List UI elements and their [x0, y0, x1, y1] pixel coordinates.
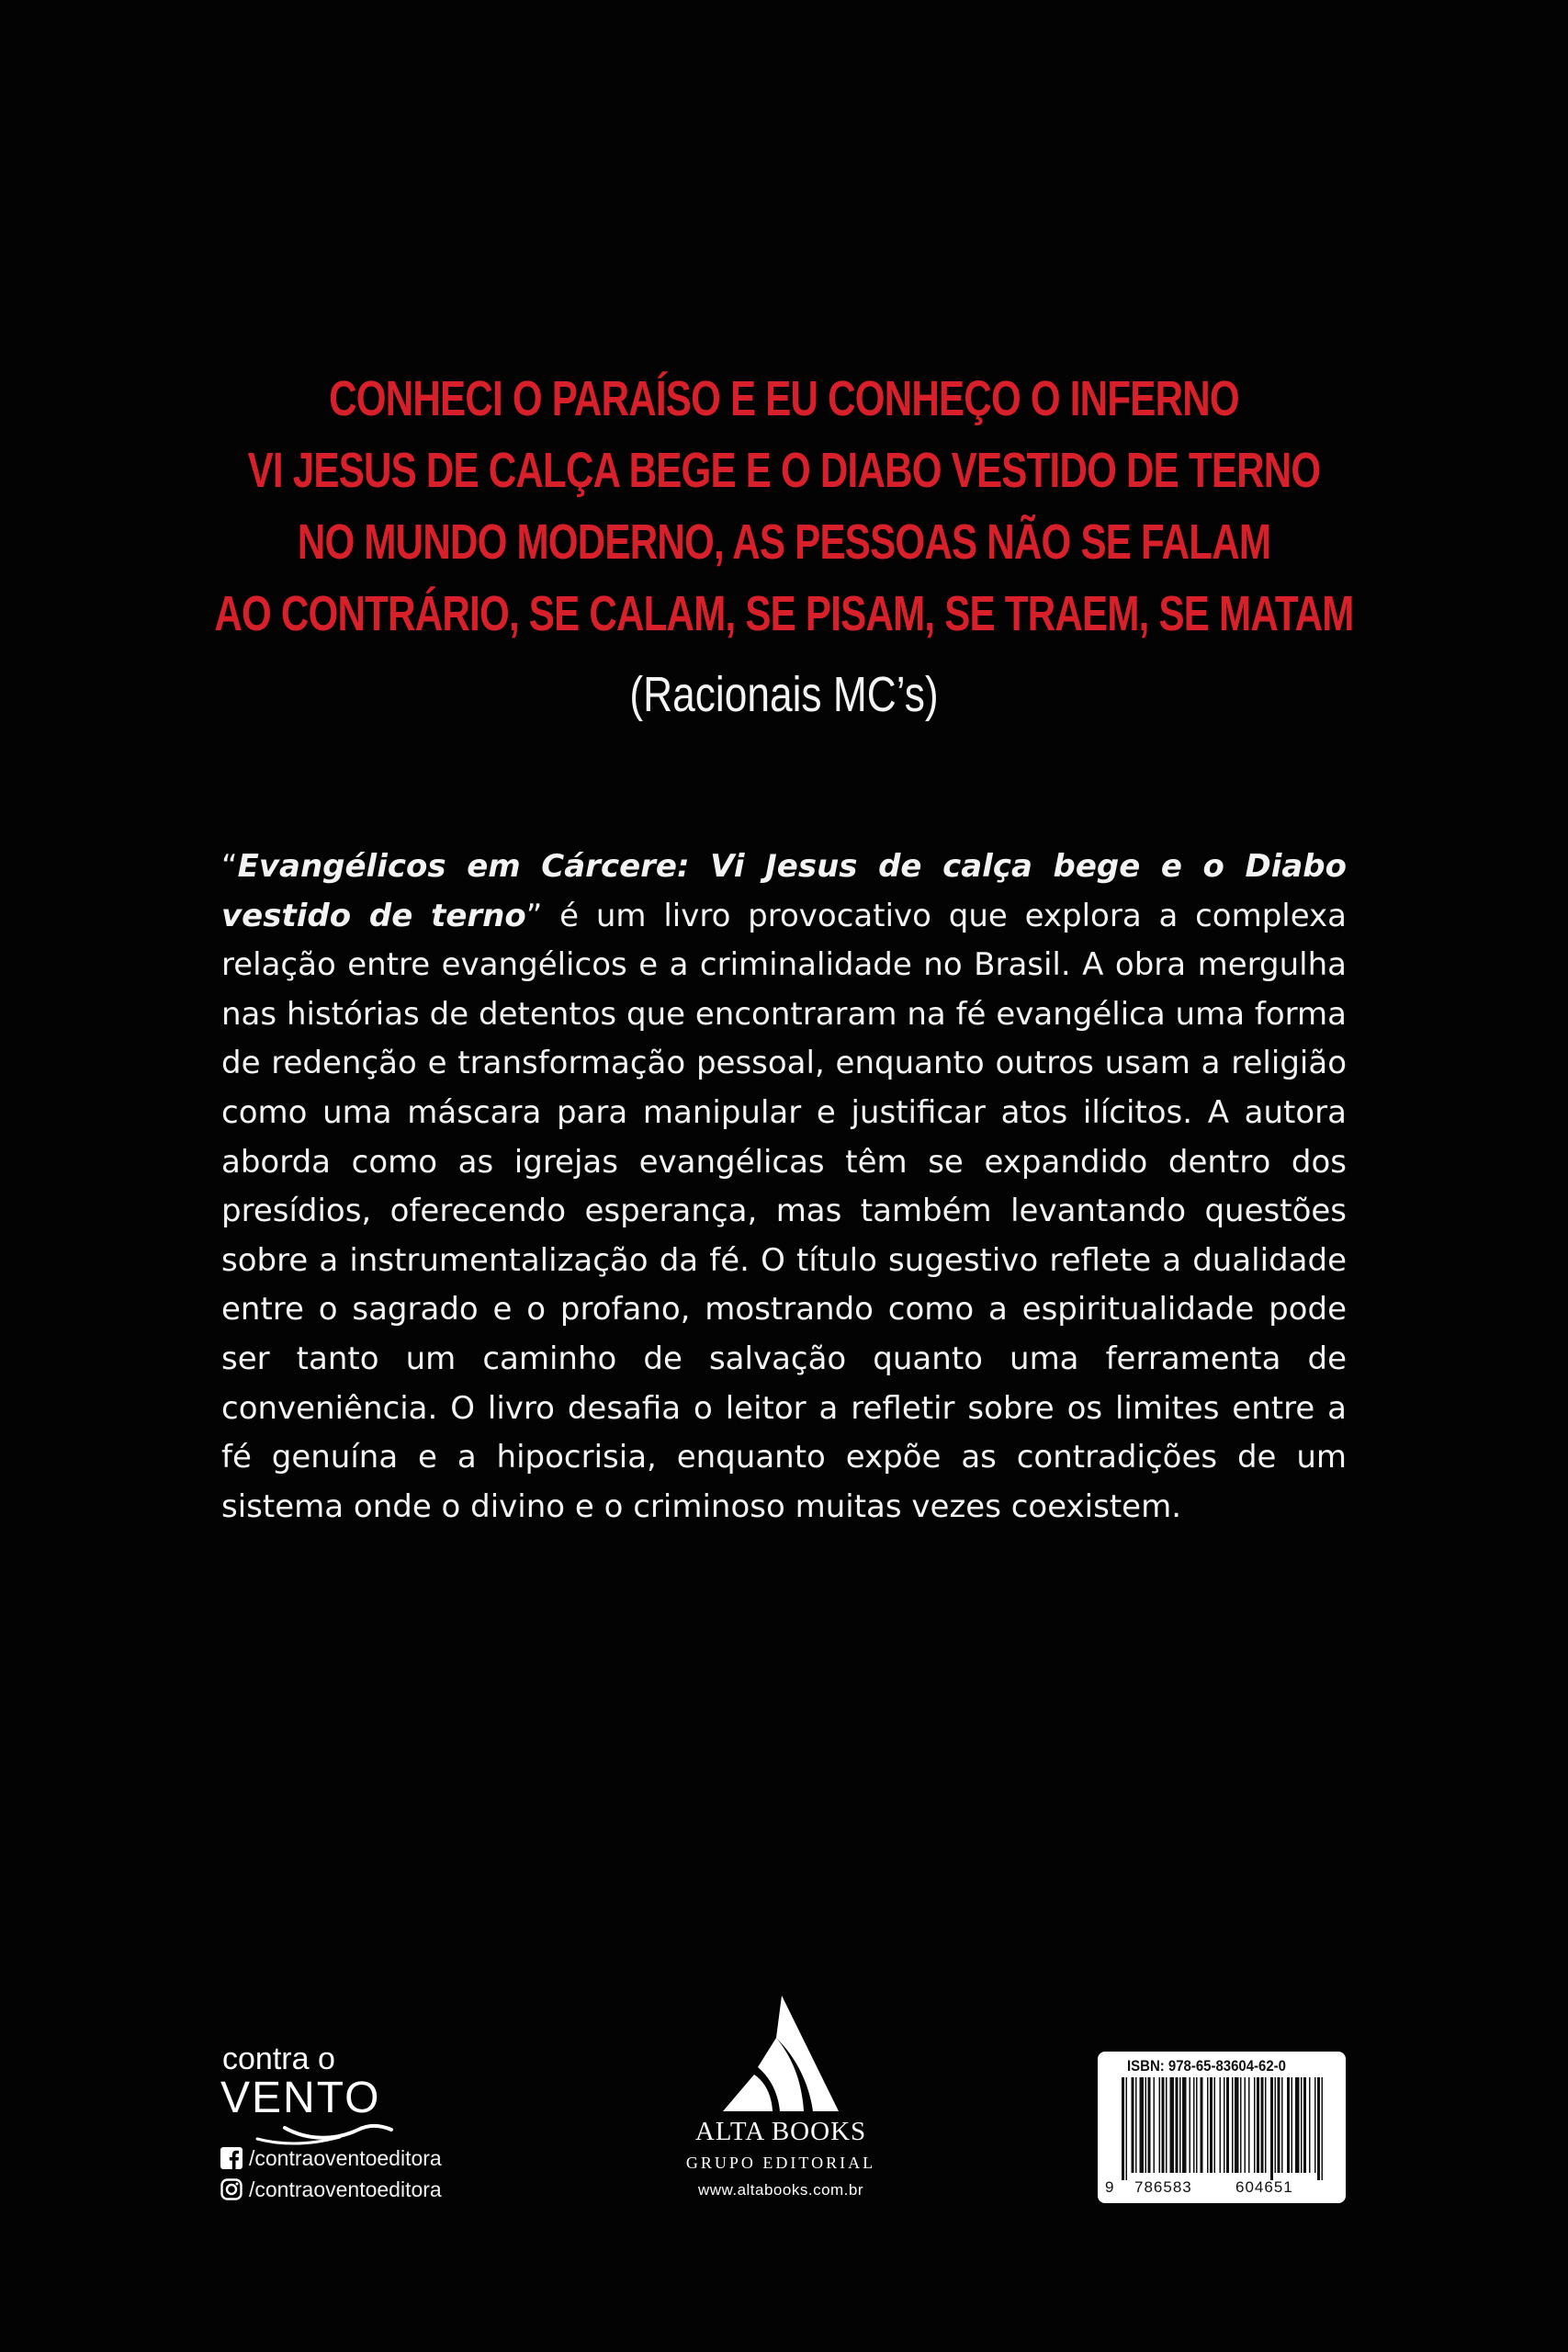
barcode-bar: [1190, 2077, 1191, 2173]
instagram-link[interactable]: [220, 2177, 442, 2202]
book-title: Evangélicos em Cárcere: Vi Jesus de calça bege e o Diabo vestido de terno: [221, 848, 1347, 934]
logo-line-vento: VENTO: [220, 2074, 381, 2122]
barcode-bar: [1154, 2077, 1156, 2173]
epigraph-line-2: VI JESUS DE CALÇA BEGE E O DIABO VESTIDO DE TERNO: [247, 443, 1321, 498]
barcode-bar: [1232, 2077, 1234, 2173]
barcode-bar: [1224, 2077, 1225, 2173]
barcode-bar: [1166, 2077, 1168, 2173]
barcode-bar: [1257, 2077, 1259, 2173]
imprint-name: ALTA BOOKS: [694, 2117, 867, 2146]
epigraph-line-1: CONHECI O PARAÍSO E EU CONHEÇO O INFERNO: [329, 371, 1239, 426]
open-quote: “: [221, 848, 238, 885]
isbn-barcode: [1098, 2052, 1346, 2203]
isbn-label: ISBN: 978-65-83604-62-0: [1127, 2057, 1286, 2075]
barcode-bar: [1248, 2077, 1250, 2173]
barcode-bar: [1303, 2077, 1306, 2173]
epigraph: [0, 363, 1568, 727]
barcode-bar: [1182, 2077, 1187, 2173]
epigraph-line-3: NO MUNDO MODERNO, AS PESSOAS NÃO SE FALAM: [297, 514, 1271, 570]
barcode-bar: [1135, 2077, 1137, 2173]
barcode-bar: [1170, 2077, 1175, 2173]
barcode-bar: [1254, 2077, 1256, 2173]
barcode-bar: [1196, 2077, 1198, 2173]
barcode-bar: [1314, 2077, 1316, 2173]
alta-books-mark-icon: [721, 1994, 840, 2113]
barcode-bar: [1261, 2077, 1264, 2173]
wind-wave-icon: [220, 2120, 395, 2146]
barcode-bar: [1122, 2077, 1124, 2180]
barcode-bar: [1145, 2077, 1147, 2173]
facebook-icon: [220, 2147, 243, 2169]
barcode-digit-first: 9: [1105, 2178, 1114, 2196]
barcode-bar: [1140, 2077, 1145, 2173]
synopsis: [221, 842, 1347, 1532]
barcode-bar: [1292, 2077, 1293, 2173]
imprint-group: GRUPO EDITORIAL: [685, 2154, 876, 2172]
barcode-bar: [1278, 2077, 1280, 2173]
barcode-bar: [1132, 2077, 1134, 2173]
instagram-icon: [220, 2178, 243, 2200]
barcode-bar: [1295, 2077, 1300, 2173]
barcode-bar: [1265, 2077, 1267, 2173]
close-quote: ”: [525, 897, 543, 934]
barcode-bar: [1245, 2077, 1247, 2173]
barcode-bar: [1287, 2077, 1290, 2173]
facebook-handle: /contraoventoeditora: [249, 2145, 442, 2170]
synopsis-body: é um livro provocativo que explora a complexa relação entre evangélicos e a criminalidade no Brasil. A obra mergulha nas histórias de detentos que encontraram na fé evangélica uma forma de redenção e transformação pessoal, enquanto outros usam a religião como uma máscara para manipular e justificar atos ilícitos. A autora aborda como as igrejas evangélicas têm se expandido dentro dos presídios, oferecendo esperança, mas também levantando questões sobre a instrumentalização da fé. O título sugestivo reflete a dualidade entre o sagrado e o profano, mostrando como a espiritualidade pode ser tanto um caminho de salvação quanto uma ferramenta de conveniência. O livro desafia o leitor a refletir sobre os limites entre a fé genuína e a hipocrisia, enquanto expõe as contradições de um sistema onde o divino e o criminoso muitas vezes coexistem.: [221, 897, 1347, 1525]
barcode-bars: [1118, 2077, 1327, 2183]
barcode-bar: [1201, 2077, 1203, 2173]
barcode-bar: [1270, 2077, 1273, 2180]
barcode-bar: [1162, 2077, 1165, 2173]
barcode-bar: [1176, 2077, 1179, 2173]
instagram-handle: /contraoventoeditora: [249, 2177, 442, 2201]
barcode-bar: [1240, 2077, 1242, 2173]
barcode-bar: [1126, 2077, 1128, 2180]
barcode-bar: [1281, 2077, 1283, 2173]
facebook-link[interactable]: [220, 2145, 442, 2171]
barcode-bar: [1148, 2077, 1151, 2173]
barcode-bar: [1322, 2077, 1324, 2180]
barcode-bar: [1317, 2077, 1320, 2180]
imprint-website[interactable]: www.altabooks.com.br: [697, 2181, 864, 2199]
contra-o-vento-logo: [220, 2041, 441, 2143]
barcode-bar: [1193, 2077, 1195, 2173]
barcode-bar: [1226, 2077, 1229, 2173]
barcode-bar: [1159, 2077, 1161, 2173]
barcode-bar: [1235, 2077, 1239, 2173]
barcode-bar: [1214, 2077, 1216, 2173]
barcode-bar: [1210, 2077, 1213, 2173]
barcode-bar: [1275, 2077, 1277, 2173]
alta-books-logo: [643, 1994, 919, 2214]
barcode-digits-left: 786583: [1134, 2178, 1192, 2196]
barcode-bar: [1301, 2077, 1303, 2173]
epigraph-line-4: AO CONTRÁRIO, SE CALAM, SE PISAM, SE TRAEM, SE MATAM: [214, 586, 1354, 641]
barcode-bar: [1309, 2077, 1311, 2173]
barcode-bar: [1179, 2077, 1181, 2173]
barcode-bar: [1207, 2077, 1209, 2173]
barcode-bar: [1220, 2077, 1222, 2173]
logo-line-contra: contra o: [222, 2041, 335, 2076]
epigraph-credit: (Racionais MC’s): [629, 667, 939, 722]
barcode-digits-right: 604651: [1235, 2178, 1293, 2196]
